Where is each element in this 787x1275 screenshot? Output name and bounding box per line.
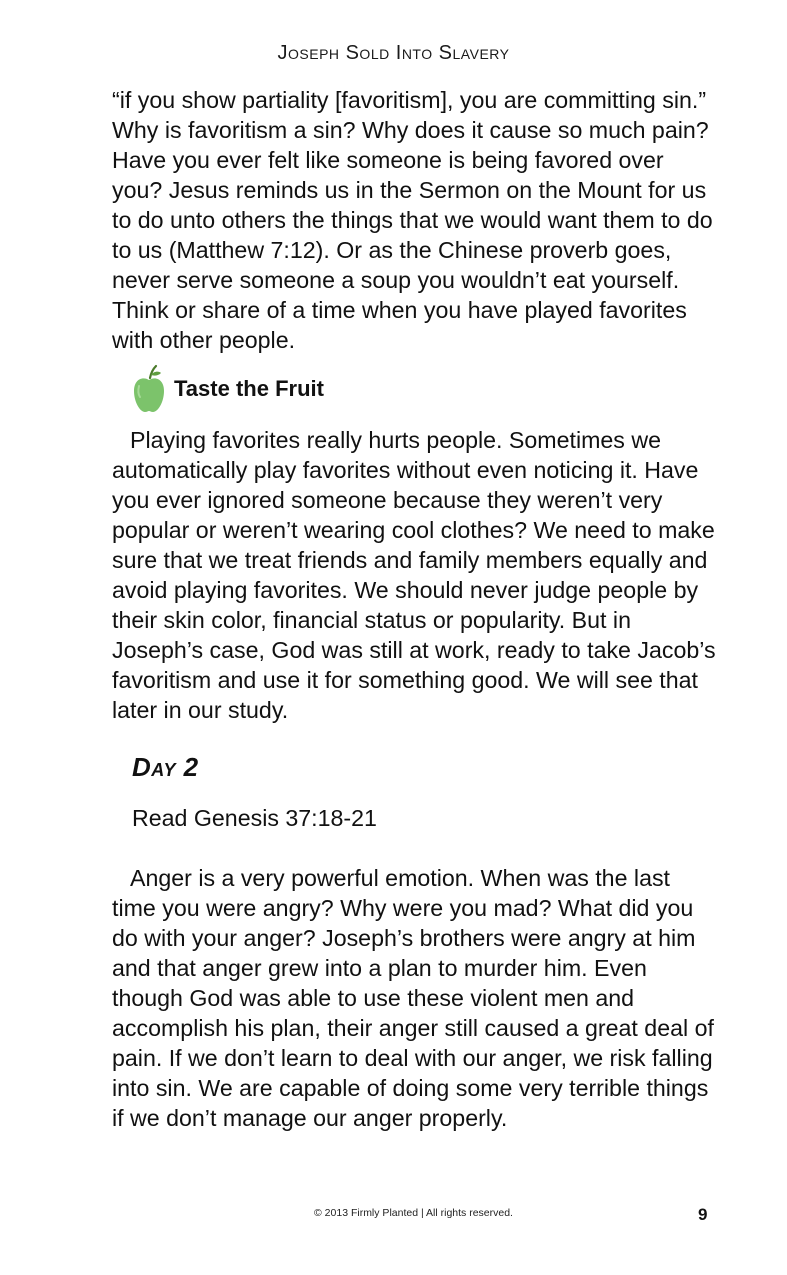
day-heading: Day 2 <box>132 752 199 782</box>
section-title: Taste the Fruit <box>174 376 324 401</box>
body-paragraph-3: Anger is a very powerful emotion. When was the last time you were angry? Why were you mad? What did you do with your anger? Joseph’s brothers were angry at him and that anger grew into a plan to murder him. Even though God was able to use these violent men and accomplish his plan, their anger still caused a great deal of pain. If we don’t learn to deal with our anger, we risk falling into sin. We are capable of doing some very terrible things if we don’t manage our anger properly. <box>112 865 714 1131</box>
section-heading <box>132 364 324 414</box>
running-header-title: Joseph Sold Into Slavery <box>277 42 510 64</box>
apple-icon <box>132 364 166 414</box>
body-paragraph-1: “if you show partiality [favoritism], you are committing sin.” Why is favoritism a sin? Why does it cause so much pain? Have you ever felt like someone is being favored over you? Jesus reminds us in the Sermon on the Mount for us to do unto others the things that we would want them to do to us (Matthew 7:12). Or as the Chinese proverb goes, never serve someone a soup you wouldn’t eat yourself. Think or share of a time when you have played favorites with other people. <box>112 87 713 353</box>
footer-copyright: © 2013 Firmly Planted | All rights reserved. <box>314 1207 513 1219</box>
page-number: 9 <box>698 1205 708 1224</box>
reading-assignment: Read Genesis 37:18-21 <box>132 805 377 831</box>
body-paragraph-2: Playing favorites really hurts people. Sometimes we automatically play favorites without even noticing it. Have you ever ignored someone because they weren’t very popular or weren’t wearing cool clothes? We need to make sure that we treat friends and family members equally and avoid playing favorites. We should never judge people by their skin color, financial status or popularity. But in Joseph’s case, God was still at work, ready to take Jacob’s favoritism and use it for something good. We will see that later in our study. <box>112 427 716 723</box>
